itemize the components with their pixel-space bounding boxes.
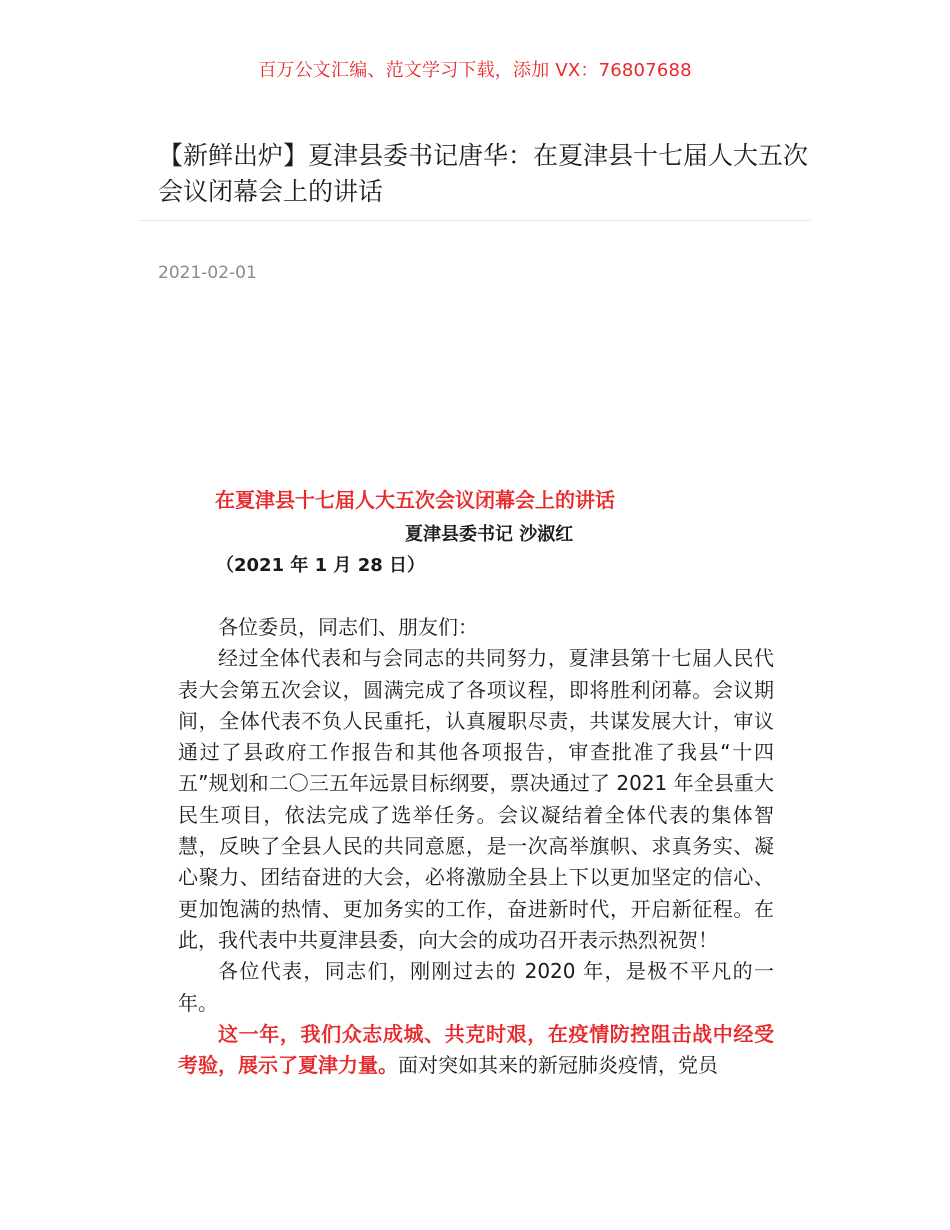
speech-date: （2021 年 1 月 28 日）: [216, 555, 426, 576]
title-divider: [140, 220, 810, 221]
promo-banner: 百万公文汇编、范文学习下载，添加 VX：76807688: [258, 60, 692, 81]
paragraph-3-highlight: 这一年，我们众志成城、共克时艰，在疫情防控阻击战中经受考验，展示了夏津力量。: [178, 1021, 774, 1078]
salutation: 各位委员，同志们、朋友们：: [218, 615, 478, 639]
publish-date: 2021-02-01: [158, 263, 257, 283]
paragraph-2: 各位代表，同志们，刚刚过去的 2020 年，是极不平凡的一年。: [178, 959, 774, 1015]
article-title: 【新鲜出炉】夏津县委书记唐华：在夏津县十七届人大五次会议闭幕会上的讲话: [158, 141, 809, 206]
speaker-line: 夏津县委书记 沙淑红: [405, 524, 574, 545]
speech-body: [178, 612, 774, 1081]
paragraph-3-rest: 面对突如其来的新冠肺炎疫情，党员: [398, 1053, 718, 1078]
speech-title: 在夏津县十七届人大五次会议闭幕会上的讲话: [215, 488, 615, 512]
paragraph-1: 经过全体代表和与会同志的共同努力，夏津县第十七届人民代表大会第五次会议，圆满完成了各项议程，即将胜利闭幕。会议期间，全体代表不负人民重托，认真履职尽责，共谋发展大计，审议通过了县政府工作报告和其他各项报告，审查批准了我县“十四五”规划和二〇三五年远景目标纲要，票决通过了 2021 年全县重大民生项目，依法完成了选举任务。会议凝结着全体代表的集体智慧，反映了全县人民的共同意愿，是一次高举旗帜、求真务实、凝心聚力、团结奋进的大会，必将激励全县上下以更加坚定的信心、更加饱满的热情、更加务实的工作，奋进新时代，开启新征程。在此，我代表中共夏津县委，向大会的成功召开表示热烈祝贺！: [178, 646, 774, 952]
paragraph-3: [178, 1019, 774, 1082]
